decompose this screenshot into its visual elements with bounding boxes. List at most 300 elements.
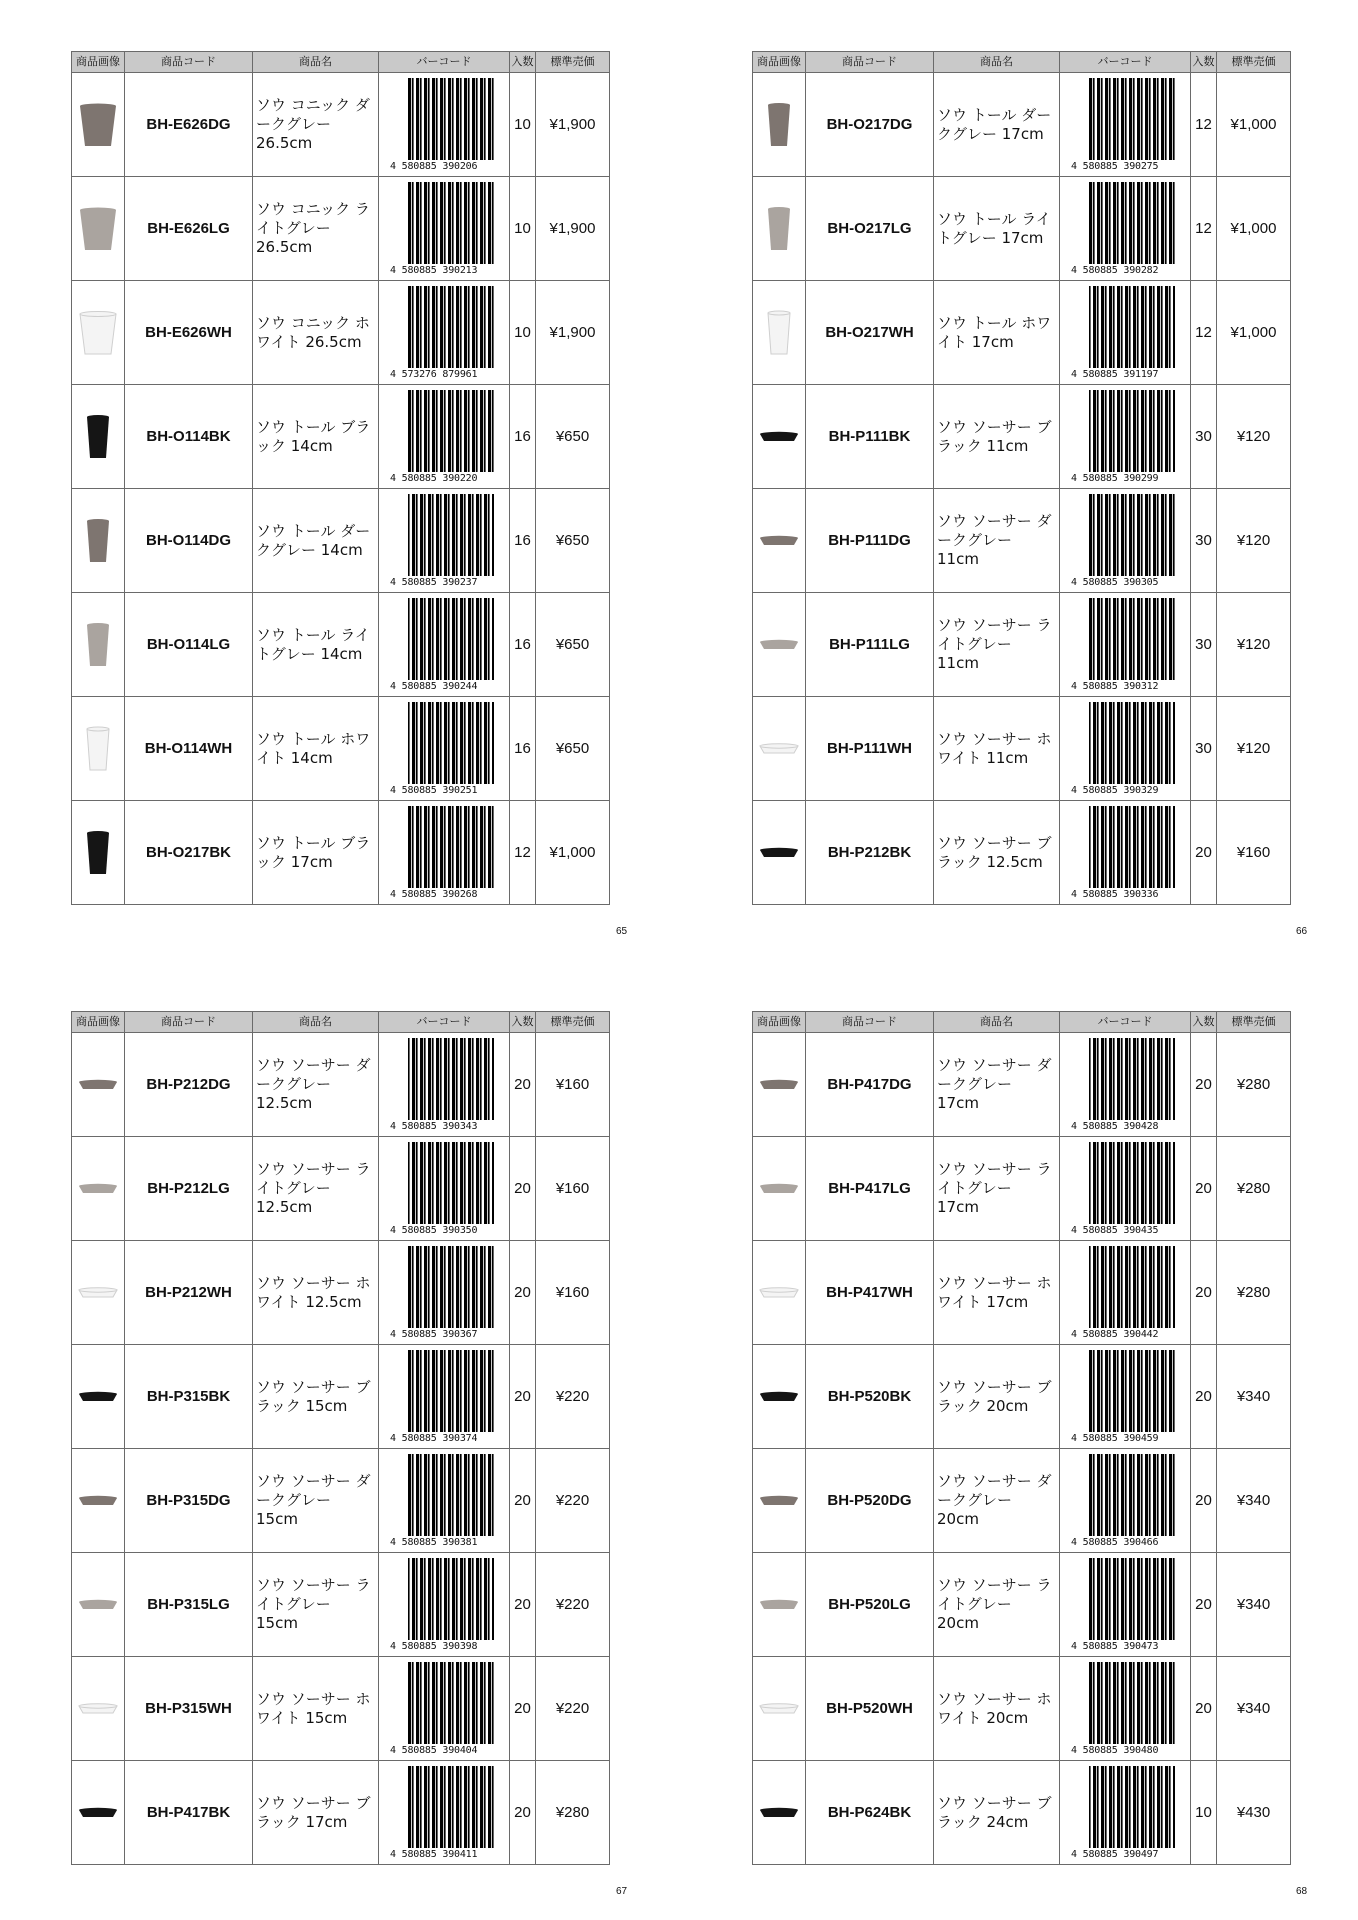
header-code: 商品コード bbox=[125, 1012, 253, 1033]
barcode-bars bbox=[1089, 494, 1175, 576]
barcode-bars bbox=[1089, 1766, 1175, 1848]
barcode-number: 4 580885 390459 bbox=[1071, 1432, 1159, 1444]
product-name: ソウ ソーサー ダークグレー 15cm bbox=[253, 1449, 379, 1553]
saucer-icon bbox=[758, 847, 800, 859]
product-image-cell bbox=[72, 1137, 125, 1241]
product-code: BH-P520WH bbox=[806, 1657, 934, 1761]
product-image-cell bbox=[72, 1657, 125, 1761]
product-image-cell bbox=[753, 593, 806, 697]
product-quantity: 20 bbox=[510, 1345, 536, 1449]
product-name: ソウ ソーサー ブラック 12.5cm bbox=[934, 801, 1060, 905]
tall-pot-icon bbox=[765, 206, 793, 252]
product-image-cell bbox=[753, 801, 806, 905]
product-name: ソウ ソーサー ダークグレー 12.5cm bbox=[253, 1033, 379, 1137]
barcode-number: 4 580885 390251 bbox=[390, 784, 478, 796]
barcode-bars bbox=[408, 1558, 494, 1640]
product-name: ソウ ソーサー ブラック 17cm bbox=[253, 1761, 379, 1865]
product-code: BH-O114BK bbox=[125, 385, 253, 489]
barcode bbox=[390, 1558, 498, 1652]
product-image-cell bbox=[72, 1033, 125, 1137]
product-name: ソウ トール ブラック 14cm bbox=[253, 385, 379, 489]
barcode-cell bbox=[1060, 593, 1191, 697]
table-row bbox=[72, 1137, 610, 1241]
table-body bbox=[753, 73, 1291, 905]
barcode bbox=[1071, 182, 1179, 276]
barcode-cell bbox=[379, 697, 510, 801]
product-code: BH-O217WH bbox=[806, 281, 934, 385]
barcode-bars bbox=[408, 1766, 494, 1848]
barcode bbox=[1071, 1454, 1179, 1548]
product-quantity: 20 bbox=[1191, 1137, 1217, 1241]
barcode bbox=[390, 1454, 498, 1548]
header-price: 標準売価 bbox=[536, 1012, 610, 1033]
product-name: ソウ ソーサー ホワイト 17cm bbox=[934, 1241, 1060, 1345]
product-quantity: 20 bbox=[510, 1033, 536, 1137]
product-table bbox=[71, 1011, 610, 1865]
barcode-cell bbox=[1060, 1553, 1191, 1657]
header-name: 商品名 bbox=[253, 52, 379, 73]
product-name: ソウ ソーサー ホワイト 11cm bbox=[934, 697, 1060, 801]
barcode-cell bbox=[379, 385, 510, 489]
barcode-bars bbox=[408, 1454, 494, 1536]
product-image-cell bbox=[72, 1345, 125, 1449]
barcode-cell bbox=[379, 489, 510, 593]
barcode-number: 4 580885 390244 bbox=[390, 680, 478, 692]
barcode bbox=[1071, 1662, 1179, 1756]
tall-pot-icon bbox=[84, 622, 112, 668]
tall-pot-icon bbox=[84, 726, 112, 772]
barcode-bars bbox=[1089, 598, 1175, 680]
header-name: 商品名 bbox=[934, 52, 1060, 73]
barcode bbox=[1071, 1766, 1179, 1860]
product-code: BH-P315BK bbox=[125, 1345, 253, 1449]
product-price: ¥160 bbox=[536, 1033, 610, 1137]
product-code: BH-P417BK bbox=[125, 1761, 253, 1865]
saucer-icon bbox=[77, 1495, 119, 1507]
product-name: ソウ トール ブラック 17cm bbox=[253, 801, 379, 905]
product-image-cell bbox=[72, 1241, 125, 1345]
header-price: 標準売価 bbox=[536, 52, 610, 73]
header-image: 商品画像 bbox=[753, 52, 806, 73]
tall-pot-icon bbox=[765, 310, 793, 356]
saucer-icon bbox=[77, 1079, 119, 1091]
catalog-page-68 bbox=[679, 960, 1358, 1920]
barcode-number: 4 580885 390343 bbox=[390, 1120, 478, 1132]
product-name: ソウ トール ダークグレー 17cm bbox=[934, 73, 1060, 177]
product-quantity: 16 bbox=[510, 385, 536, 489]
barcode-cell bbox=[379, 801, 510, 905]
catalog-page-66 bbox=[679, 0, 1358, 960]
product-price: ¥120 bbox=[1217, 697, 1291, 801]
barcode-bars bbox=[1089, 1246, 1175, 1328]
catalog-page-67 bbox=[0, 960, 679, 1920]
product-name: ソウ トール ダークグレー 14cm bbox=[253, 489, 379, 593]
barcode-bars bbox=[408, 1350, 494, 1432]
barcode-cell bbox=[1060, 1137, 1191, 1241]
product-image-cell bbox=[72, 1449, 125, 1553]
product-price: ¥650 bbox=[536, 489, 610, 593]
product-image-cell bbox=[72, 385, 125, 489]
barcode-cell bbox=[1060, 1345, 1191, 1449]
table-row bbox=[753, 177, 1291, 281]
product-code: BH-E626WH bbox=[125, 281, 253, 385]
product-price: ¥280 bbox=[1217, 1241, 1291, 1345]
product-image-cell bbox=[753, 1241, 806, 1345]
barcode-bars bbox=[408, 494, 494, 576]
table-row bbox=[72, 1241, 610, 1345]
barcode-number: 4 580885 390299 bbox=[1071, 472, 1159, 484]
header-qty: 入数 bbox=[510, 52, 536, 73]
table-header-row bbox=[753, 52, 1291, 73]
product-code: BH-P417LG bbox=[806, 1137, 934, 1241]
product-price: ¥650 bbox=[536, 697, 610, 801]
barcode bbox=[1071, 494, 1179, 588]
product-price: ¥120 bbox=[1217, 385, 1291, 489]
table-row bbox=[72, 1345, 610, 1449]
product-price: ¥430 bbox=[1217, 1761, 1291, 1865]
product-name: ソウ トール ホワイト 14cm bbox=[253, 697, 379, 801]
table-body bbox=[72, 1033, 610, 1865]
table-row bbox=[753, 801, 1291, 905]
product-image-cell bbox=[72, 1553, 125, 1657]
barcode-number: 4 580885 390404 bbox=[390, 1744, 478, 1756]
barcode bbox=[1071, 1558, 1179, 1652]
barcode-number: 4 580885 390428 bbox=[1071, 1120, 1159, 1132]
barcode-number: 4 580885 390442 bbox=[1071, 1328, 1159, 1340]
product-price: ¥160 bbox=[536, 1137, 610, 1241]
product-code: BH-P111LG bbox=[806, 593, 934, 697]
product-name: ソウ コニック ダークグレー 26.5cm bbox=[253, 73, 379, 177]
barcode-number: 4 580885 390497 bbox=[1071, 1848, 1159, 1860]
product-image-cell bbox=[72, 697, 125, 801]
product-quantity: 30 bbox=[1191, 697, 1217, 801]
saucer-icon bbox=[758, 1079, 800, 1091]
table-row bbox=[753, 1553, 1291, 1657]
product-price: ¥160 bbox=[1217, 801, 1291, 905]
product-quantity: 20 bbox=[510, 1137, 536, 1241]
product-quantity: 30 bbox=[1191, 593, 1217, 697]
product-table bbox=[752, 51, 1291, 905]
product-image-cell bbox=[753, 73, 806, 177]
table-row bbox=[72, 1033, 610, 1137]
barcode-bars bbox=[408, 390, 494, 472]
product-image-cell bbox=[753, 697, 806, 801]
barcode-number: 4 580885 390466 bbox=[1071, 1536, 1159, 1548]
product-quantity: 16 bbox=[510, 593, 536, 697]
saucer-icon bbox=[758, 1287, 800, 1299]
product-price: ¥280 bbox=[1217, 1033, 1291, 1137]
product-name: ソウ ソーサー ダークグレー 20cm bbox=[934, 1449, 1060, 1553]
cone-pot-icon bbox=[78, 310, 118, 356]
product-name: ソウ トール ライトグレー 14cm bbox=[253, 593, 379, 697]
product-quantity: 20 bbox=[1191, 801, 1217, 905]
product-image-cell bbox=[753, 1761, 806, 1865]
product-price: ¥220 bbox=[536, 1553, 610, 1657]
product-price: ¥220 bbox=[536, 1449, 610, 1553]
product-image-cell bbox=[72, 801, 125, 905]
product-code: BH-P417DG bbox=[806, 1033, 934, 1137]
header-name: 商品名 bbox=[253, 1012, 379, 1033]
saucer-icon bbox=[77, 1183, 119, 1195]
table-row bbox=[72, 281, 610, 385]
product-code: BH-P315WH bbox=[125, 1657, 253, 1761]
product-quantity: 20 bbox=[1191, 1241, 1217, 1345]
barcode bbox=[390, 806, 498, 900]
product-image-cell bbox=[753, 385, 806, 489]
barcode bbox=[1071, 1038, 1179, 1132]
table-row bbox=[72, 1449, 610, 1553]
product-image-cell bbox=[753, 1345, 806, 1449]
barcode bbox=[1071, 1142, 1179, 1236]
barcode-bars bbox=[1089, 390, 1175, 472]
table-row bbox=[753, 1449, 1291, 1553]
table-header-row bbox=[753, 1012, 1291, 1033]
barcode-number: 4 580885 390268 bbox=[390, 888, 478, 900]
barcode-cell bbox=[1060, 801, 1191, 905]
product-code: BH-P315DG bbox=[125, 1449, 253, 1553]
table-body bbox=[72, 73, 610, 905]
saucer-icon bbox=[758, 1391, 800, 1403]
barcode-number: 4 580885 390350 bbox=[390, 1224, 478, 1236]
product-price: ¥1,000 bbox=[1217, 177, 1291, 281]
header-barcode: バーコード bbox=[379, 52, 510, 73]
barcode-number: 4 580885 390312 bbox=[1071, 680, 1159, 692]
product-quantity: 10 bbox=[510, 73, 536, 177]
product-image-cell bbox=[72, 73, 125, 177]
barcode-bars bbox=[1089, 182, 1175, 264]
barcode-number: 4 580885 390398 bbox=[390, 1640, 478, 1652]
barcode bbox=[390, 1350, 498, 1444]
header-name: 商品名 bbox=[934, 1012, 1060, 1033]
barcode-number: 4 580885 390275 bbox=[1071, 160, 1159, 172]
barcode bbox=[390, 1246, 498, 1340]
product-quantity: 20 bbox=[510, 1657, 536, 1761]
catalog-page-65 bbox=[0, 0, 679, 960]
barcode bbox=[390, 1142, 498, 1236]
barcode bbox=[390, 1038, 498, 1132]
table-row bbox=[72, 1761, 610, 1865]
table-row bbox=[753, 385, 1291, 489]
barcode-number: 4 580885 390411 bbox=[390, 1848, 478, 1860]
barcode bbox=[1071, 806, 1179, 900]
saucer-icon bbox=[758, 1183, 800, 1195]
product-price: ¥120 bbox=[1217, 489, 1291, 593]
product-price: ¥1,900 bbox=[536, 281, 610, 385]
table-row bbox=[753, 593, 1291, 697]
barcode bbox=[1071, 1246, 1179, 1340]
barcode-bars bbox=[408, 1662, 494, 1744]
product-code: BH-O114DG bbox=[125, 489, 253, 593]
product-image-cell bbox=[753, 1137, 806, 1241]
tall-pot-icon bbox=[84, 830, 112, 876]
product-price: ¥160 bbox=[536, 1241, 610, 1345]
product-price: ¥1,000 bbox=[1217, 73, 1291, 177]
product-quantity: 12 bbox=[510, 801, 536, 905]
barcode-number: 4 580885 390367 bbox=[390, 1328, 478, 1340]
product-table bbox=[71, 51, 610, 905]
barcode bbox=[390, 286, 498, 380]
table-header-row bbox=[72, 1012, 610, 1033]
tall-pot-icon bbox=[84, 518, 112, 564]
saucer-icon bbox=[758, 639, 800, 651]
barcode-number: 4 580885 390213 bbox=[390, 264, 478, 276]
barcode-bars bbox=[1089, 1662, 1175, 1744]
header-qty: 入数 bbox=[1191, 52, 1217, 73]
barcode-cell bbox=[1060, 1449, 1191, 1553]
product-image-cell bbox=[72, 489, 125, 593]
barcode-bars bbox=[408, 1038, 494, 1120]
barcode-number: 4 580885 390282 bbox=[1071, 264, 1159, 276]
barcode bbox=[390, 1662, 498, 1756]
barcode-cell bbox=[1060, 1657, 1191, 1761]
barcode-number: 4 580885 390336 bbox=[1071, 888, 1159, 900]
tall-pot-icon bbox=[765, 102, 793, 148]
saucer-icon bbox=[77, 1599, 119, 1611]
barcode-bars bbox=[1089, 1038, 1175, 1120]
product-code: BH-E626DG bbox=[125, 73, 253, 177]
barcode bbox=[1071, 702, 1179, 796]
barcode-bars bbox=[1089, 1142, 1175, 1224]
product-image-cell bbox=[72, 1761, 125, 1865]
table-row bbox=[72, 385, 610, 489]
product-code: BH-P212DG bbox=[125, 1033, 253, 1137]
barcode-number: 4 580885 390473 bbox=[1071, 1640, 1159, 1652]
barcode-bars bbox=[1089, 1558, 1175, 1640]
barcode-number: 4 580885 390374 bbox=[390, 1432, 478, 1444]
product-code: BH-O114WH bbox=[125, 697, 253, 801]
product-name: ソウ ソーサー ホワイト 12.5cm bbox=[253, 1241, 379, 1345]
barcode-cell bbox=[1060, 73, 1191, 177]
table-body bbox=[753, 1033, 1291, 1865]
table-row bbox=[753, 1761, 1291, 1865]
product-code: BH-E626LG bbox=[125, 177, 253, 281]
product-quantity: 10 bbox=[1191, 1761, 1217, 1865]
header-price: 標準売価 bbox=[1217, 52, 1291, 73]
product-quantity: 20 bbox=[510, 1553, 536, 1657]
barcode bbox=[390, 702, 498, 796]
table-row bbox=[72, 489, 610, 593]
header-code: 商品コード bbox=[806, 1012, 934, 1033]
barcode-number: 4 580885 390329 bbox=[1071, 784, 1159, 796]
header-image: 商品画像 bbox=[753, 1012, 806, 1033]
table-row bbox=[72, 1553, 610, 1657]
barcode-bars bbox=[408, 182, 494, 264]
product-image-cell bbox=[753, 1449, 806, 1553]
barcode-bars bbox=[408, 806, 494, 888]
product-quantity: 12 bbox=[1191, 281, 1217, 385]
product-quantity: 20 bbox=[510, 1761, 536, 1865]
barcode-cell bbox=[1060, 697, 1191, 801]
product-image-cell bbox=[72, 177, 125, 281]
product-image-cell bbox=[72, 593, 125, 697]
product-quantity: 20 bbox=[1191, 1449, 1217, 1553]
product-name: ソウ ソーサー ブラック 15cm bbox=[253, 1345, 379, 1449]
barcode-number: 4 580885 390480 bbox=[1071, 1744, 1159, 1756]
barcode-bars bbox=[1089, 1454, 1175, 1536]
saucer-icon bbox=[77, 1287, 119, 1299]
page-number: 68 bbox=[1296, 1886, 1308, 1897]
table-row bbox=[72, 73, 610, 177]
product-code: BH-O217DG bbox=[806, 73, 934, 177]
barcode-cell bbox=[379, 1553, 510, 1657]
product-price: ¥280 bbox=[1217, 1137, 1291, 1241]
barcode-bars bbox=[1089, 286, 1175, 368]
header-image: 商品画像 bbox=[72, 52, 125, 73]
product-code: BH-P417WH bbox=[806, 1241, 934, 1345]
product-name: ソウ コニック ホワイト 26.5cm bbox=[253, 281, 379, 385]
table-row bbox=[72, 1657, 610, 1761]
barcode bbox=[390, 78, 498, 172]
product-quantity: 10 bbox=[510, 281, 536, 385]
barcode bbox=[390, 182, 498, 276]
saucer-icon bbox=[77, 1703, 119, 1715]
product-quantity: 20 bbox=[1191, 1033, 1217, 1137]
product-image-cell bbox=[753, 177, 806, 281]
barcode-cell bbox=[379, 1033, 510, 1137]
saucer-icon bbox=[758, 535, 800, 547]
product-price: ¥220 bbox=[536, 1345, 610, 1449]
product-quantity: 16 bbox=[510, 697, 536, 801]
product-quantity: 20 bbox=[510, 1449, 536, 1553]
product-code: BH-P111WH bbox=[806, 697, 934, 801]
barcode-number: 4 580885 390381 bbox=[390, 1536, 478, 1548]
product-code: BH-P212WH bbox=[125, 1241, 253, 1345]
product-code: BH-P212LG bbox=[125, 1137, 253, 1241]
table-row bbox=[753, 1033, 1291, 1137]
barcode-number: 4 580885 390435 bbox=[1071, 1224, 1159, 1236]
product-name: ソウ ソーサー ライトグレー 15cm bbox=[253, 1553, 379, 1657]
product-code: BH-P520LG bbox=[806, 1553, 934, 1657]
product-quantity: 10 bbox=[510, 177, 536, 281]
product-price: ¥1,000 bbox=[536, 801, 610, 905]
table-row bbox=[72, 177, 610, 281]
barcode-cell bbox=[1060, 1033, 1191, 1137]
table-row bbox=[753, 281, 1291, 385]
saucer-icon bbox=[758, 431, 800, 443]
product-quantity: 20 bbox=[1191, 1345, 1217, 1449]
product-price: ¥1,000 bbox=[1217, 281, 1291, 385]
product-code: BH-P111DG bbox=[806, 489, 934, 593]
barcode-cell bbox=[379, 73, 510, 177]
product-name: ソウ ソーサー ライトグレー 17cm bbox=[934, 1137, 1060, 1241]
product-name: ソウ ソーサー ブラック 20cm bbox=[934, 1345, 1060, 1449]
table-header-row bbox=[72, 52, 610, 73]
barcode-bars bbox=[1089, 78, 1175, 160]
product-name: ソウ ソーサー ライトグレー 12.5cm bbox=[253, 1137, 379, 1241]
barcode-cell bbox=[379, 1345, 510, 1449]
table-row bbox=[753, 697, 1291, 801]
barcode-cell bbox=[379, 1241, 510, 1345]
barcode-cell bbox=[379, 1761, 510, 1865]
barcode bbox=[1071, 598, 1179, 692]
product-name: ソウ ソーサー ライトグレー 20cm bbox=[934, 1553, 1060, 1657]
product-quantity: 30 bbox=[1191, 489, 1217, 593]
header-barcode: バーコード bbox=[379, 1012, 510, 1033]
barcode bbox=[390, 598, 498, 692]
barcode-cell bbox=[1060, 385, 1191, 489]
product-name: ソウ ソーサー ダークグレー 17cm bbox=[934, 1033, 1060, 1137]
saucer-icon bbox=[758, 1807, 800, 1819]
product-price: ¥220 bbox=[536, 1657, 610, 1761]
table-row bbox=[72, 697, 610, 801]
barcode-cell bbox=[379, 593, 510, 697]
barcode-cell bbox=[1060, 177, 1191, 281]
product-name: ソウ ソーサー ホワイト 15cm bbox=[253, 1657, 379, 1761]
product-code: BH-P212BK bbox=[806, 801, 934, 905]
barcode-cell bbox=[1060, 1241, 1191, 1345]
barcode-cell bbox=[1060, 281, 1191, 385]
table-row bbox=[753, 1657, 1291, 1761]
